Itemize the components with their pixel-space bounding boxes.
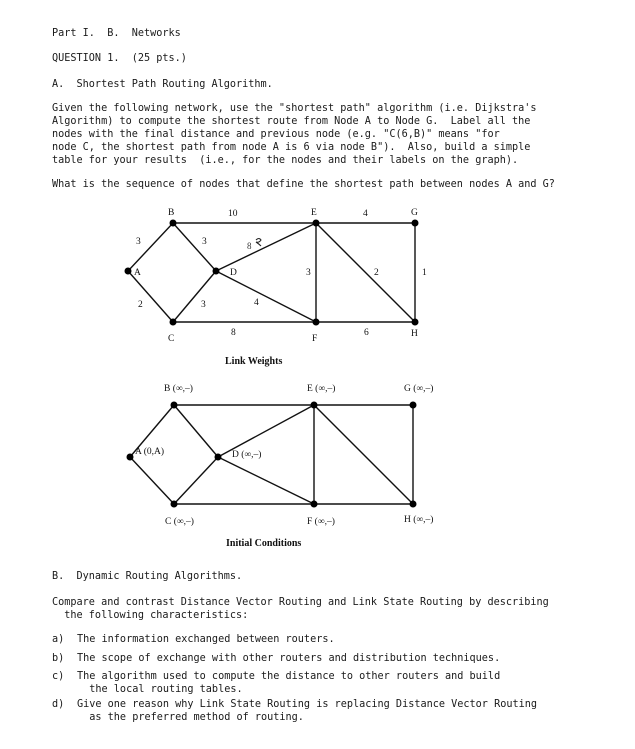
handwritten-scribble-icon	[256, 239, 261, 247]
list-item-c-marker: c)	[52, 671, 65, 682]
label2-a: A (0,A)	[135, 447, 165, 457]
edge-bd	[173, 223, 216, 271]
section-a-body-line-2: Algorithm) to compute the shortest route from Node A to Node G. Label all the	[52, 116, 531, 127]
weight-ac: 2	[138, 300, 143, 310]
node-e	[313, 220, 320, 227]
edge2-cd	[174, 457, 218, 504]
section-b-intro-line-2: the following characteristics:	[52, 610, 249, 621]
label-c: C	[168, 334, 175, 344]
label-a: A	[134, 268, 141, 278]
edge-cd	[173, 271, 216, 322]
node-a	[125, 268, 132, 275]
edge2-bd	[174, 405, 218, 457]
weight-ab: 3	[136, 237, 141, 247]
graph2-nodes	[127, 402, 417, 508]
label-h: H	[411, 329, 418, 339]
node2-a	[127, 454, 134, 461]
graph2-caption: Initial Conditions	[226, 538, 302, 549]
edge-eh	[316, 223, 415, 322]
node2-g	[410, 402, 417, 409]
section-a-body-line-1: Given the following network, use the "shortest path" algorithm (i.e. Dijkstra's	[52, 103, 537, 114]
node-g	[412, 220, 419, 227]
section-a-body-line-3: nodes with the final distance and previous node (e.g. "C(6,B)" means "for	[52, 129, 500, 140]
list-item-c-text-1: The algorithm used to compute the distance to other routers and build	[77, 671, 501, 682]
node2-f	[311, 501, 318, 508]
node2-b	[171, 402, 178, 409]
section-b-intro-line-1: Compare and contrast Distance Vector Routing and Link State Routing by describing	[52, 597, 549, 608]
label-e: E	[311, 208, 317, 218]
graph1-caption: Link Weights	[225, 356, 283, 367]
node2-h	[410, 501, 417, 508]
label-d: D	[230, 268, 237, 278]
list-item-b-marker: b)	[52, 653, 65, 664]
node2-e	[311, 402, 318, 409]
label2-c: C (∞,–)	[165, 517, 194, 527]
section-b-title: B. Dynamic Routing Algorithms.	[52, 571, 243, 582]
weight-ef: 3	[306, 268, 311, 278]
list-item-a-marker: a)	[52, 634, 65, 645]
graph2-edges	[130, 405, 413, 504]
node-h	[412, 319, 419, 326]
weight-cd: 3	[201, 300, 206, 310]
label-g: G	[411, 208, 418, 218]
node-c	[170, 319, 177, 326]
label2-f: F (∞,–)	[307, 517, 335, 527]
graph1-weights	[136, 209, 427, 338]
label2-b: B (∞,–)	[164, 384, 193, 394]
edge2-eh	[314, 405, 413, 504]
question-heading: QUESTION 1. (25 pts.)	[52, 53, 187, 64]
label2-e: E (∞,–)	[307, 384, 336, 394]
node-b	[170, 220, 177, 227]
edge-de	[216, 223, 316, 271]
section-a-body-line-4: node C, the shortest path from node A is 6 via node B"). Also, build a simple	[52, 142, 531, 153]
edge-ab	[128, 223, 173, 271]
list-item-a-text: The information exchanged between routers.	[77, 634, 335, 645]
list-item-c-text-2: the local routing tables.	[77, 684, 243, 695]
edge-ac	[128, 271, 173, 322]
section-a-title: A. Shortest Path Routing Algorithm.	[52, 79, 273, 90]
weight-eg: 4	[363, 209, 368, 219]
label-f: F	[312, 334, 318, 344]
weight-cf: 8	[231, 328, 236, 338]
weight-gh: 1	[422, 268, 427, 278]
label2-d: D (∞,–)	[232, 450, 262, 460]
list-item-d-text-2: as the preferred method of routing.	[77, 712, 304, 723]
weight-eh: 2	[374, 268, 379, 278]
weight-be: 10	[228, 209, 238, 219]
weight-fh: 6	[364, 328, 369, 338]
edge2-df	[218, 457, 314, 504]
section-a-body-line-5: table for your results (i.e., for the nodes and their labels on the graph).	[52, 155, 519, 166]
label2-g: G (∞,–)	[404, 384, 434, 394]
weight-df: 4	[254, 298, 259, 308]
list-item-d-marker: d)	[52, 699, 65, 710]
weight-de-handwritten: 8	[247, 241, 252, 251]
node-d	[213, 268, 220, 275]
graph1-edges	[128, 223, 415, 322]
list-item-b-text: The scope of exchange with other routers and distribution techniques.	[77, 653, 501, 664]
section-a-question: What is the sequence of nodes that define the shortest path between nodes A and G?	[52, 179, 555, 190]
part-heading: Part I. B. Networks	[52, 28, 181, 39]
weight-bd: 3	[202, 237, 207, 247]
list-item-d-text-1: Give one reason why Link State Routing is replacing Distance Vector Routing	[77, 699, 538, 710]
edge-df	[216, 271, 316, 322]
node2-d	[215, 454, 222, 461]
label-b: B	[168, 208, 175, 218]
node2-c	[171, 501, 178, 508]
node-f	[313, 319, 320, 326]
label2-h: H (∞,–)	[404, 515, 434, 525]
edge2-ac	[130, 457, 174, 504]
